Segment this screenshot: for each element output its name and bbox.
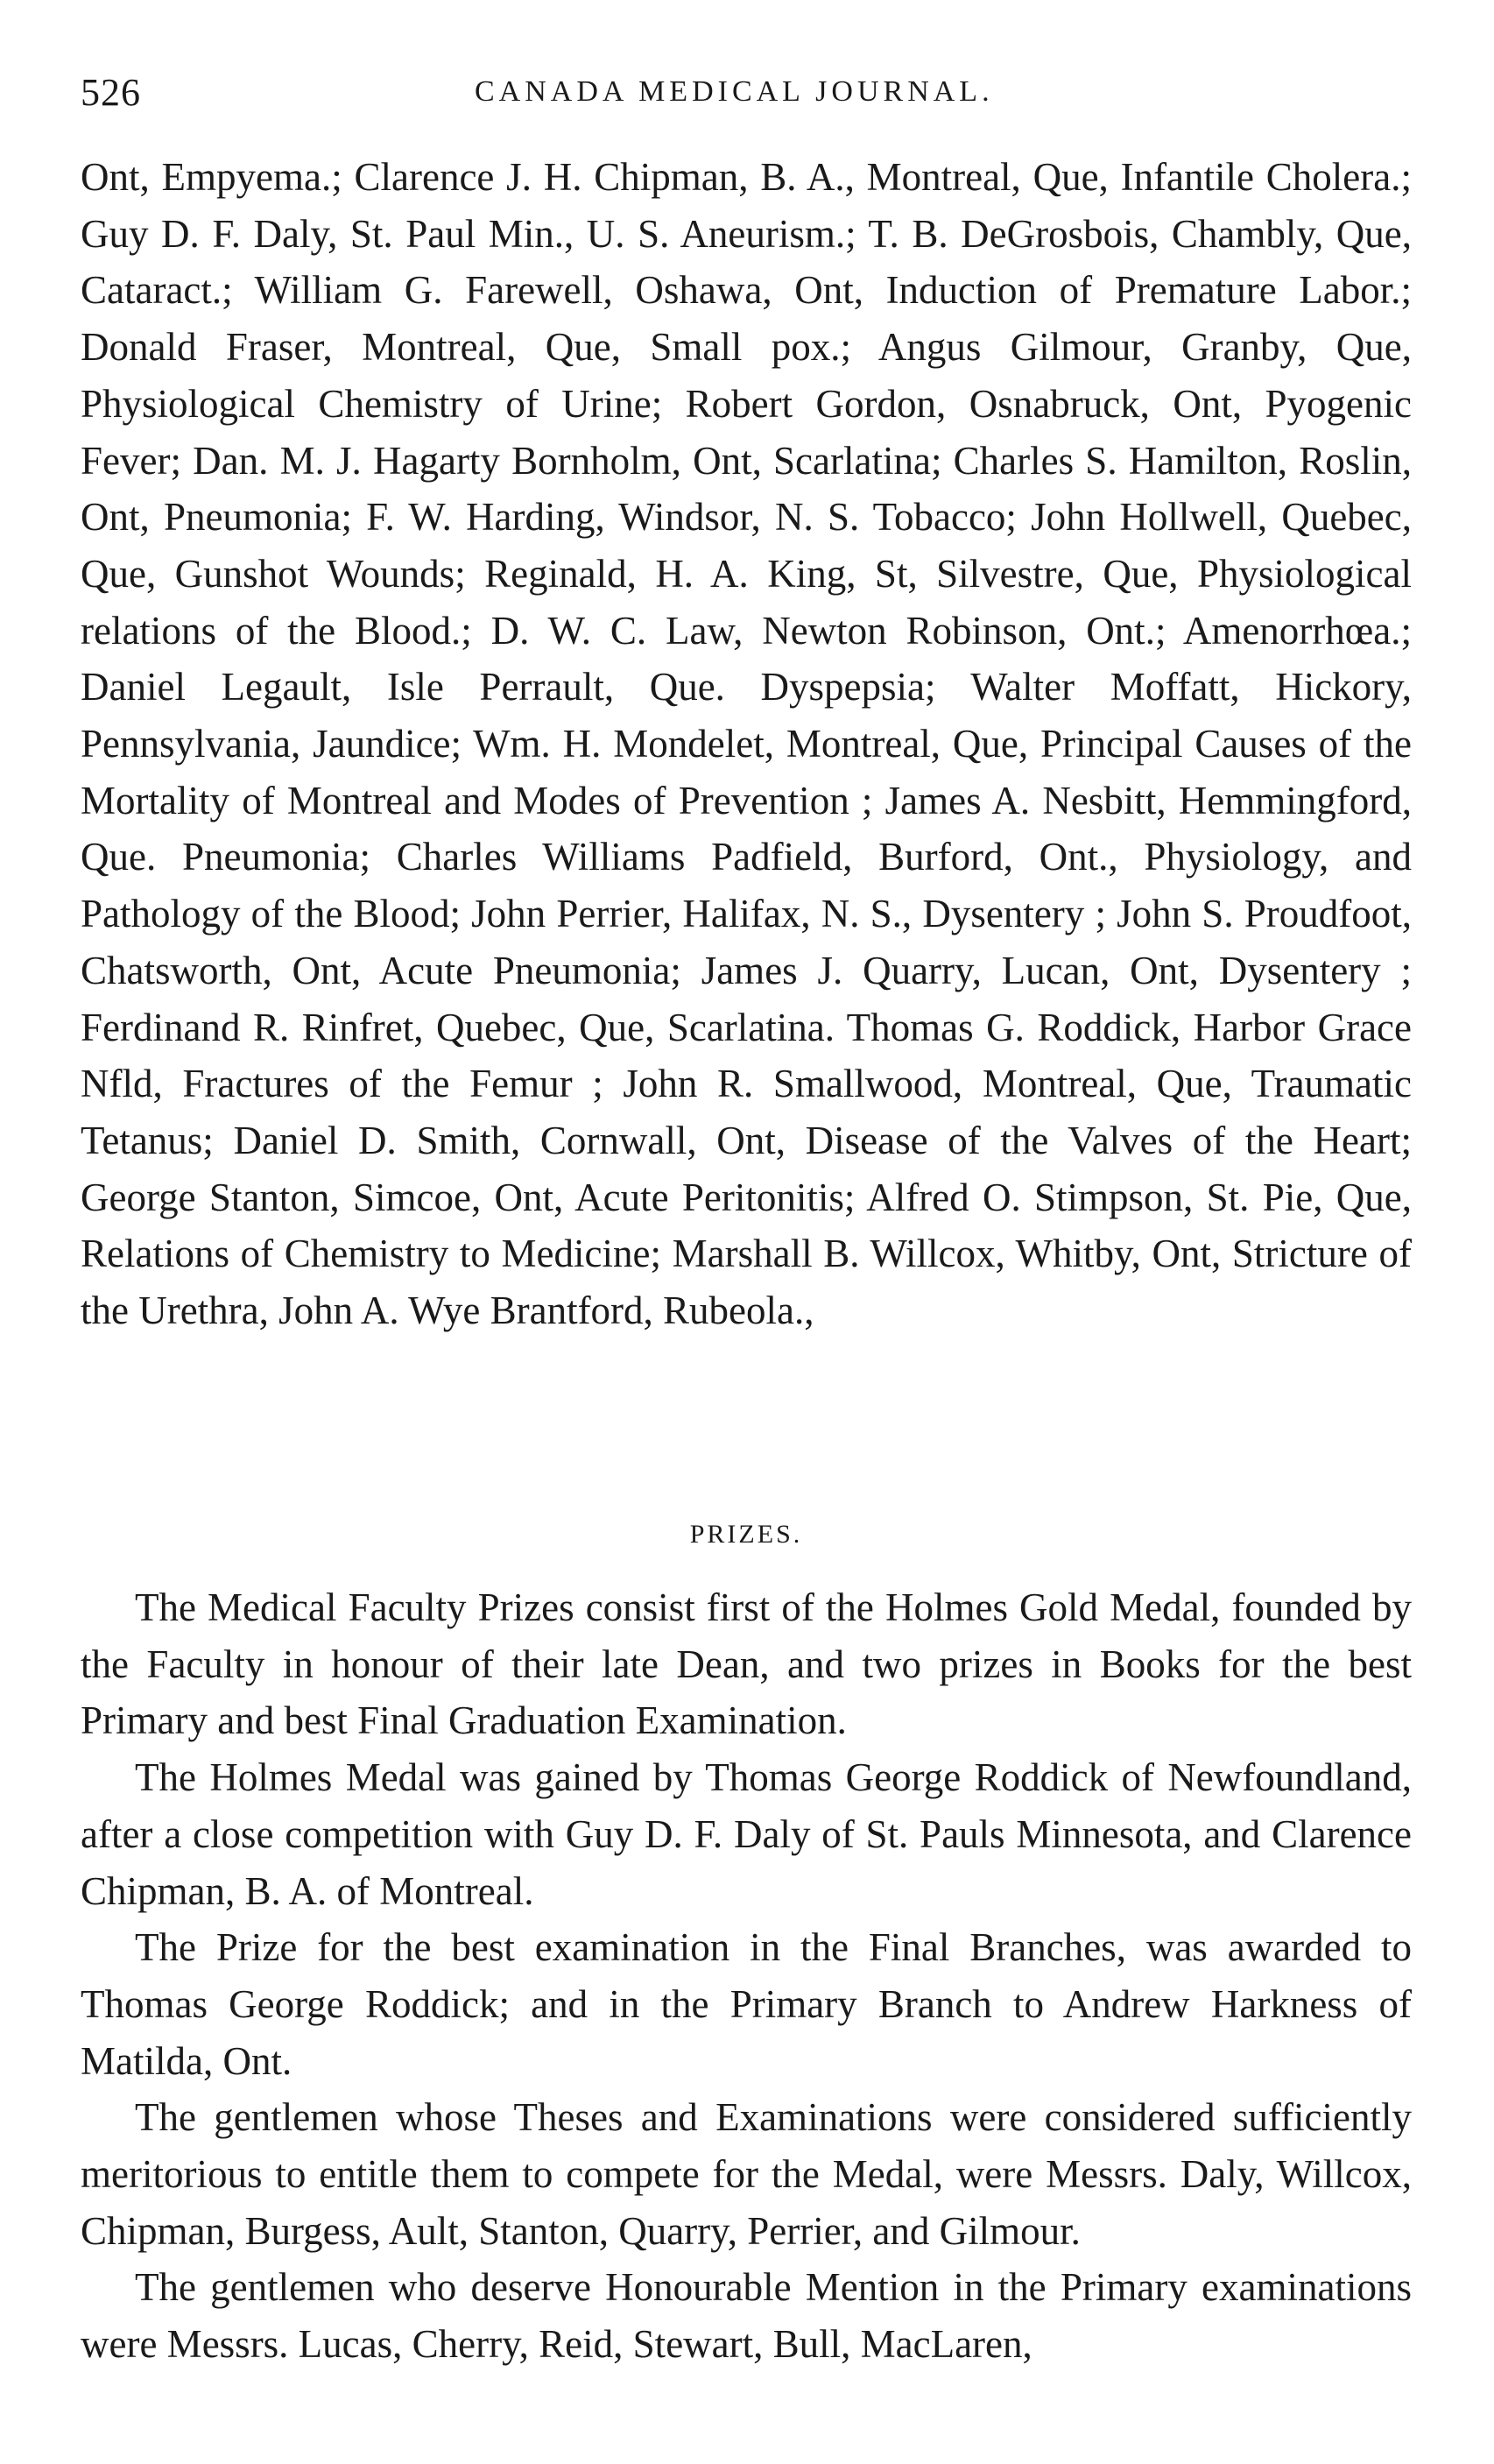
prizes-paragraph: The Holmes Medal was gained by Thomas George Roddick of Newfoundland, after a close competition with Guy D. F. Daly of St. Pauls Minnesota, and Clarence Chipman, B. A. of Montreal. — [81, 1755, 1412, 1913]
page-number: 526 — [81, 71, 141, 114]
prizes-paragraph: The Prize for the best examination in the Final Branches, was awarded to Thomas George Roddick; and in the Primary Branch to Andrew Harkness of Matilda, Ont. — [81, 1925, 1412, 2083]
prizes-paragraph: The gentlemen whose Theses and Examinations were considered sufficiently meritorious to entitle them to compete for the Medal, were Messrs. Daly, Willcox, Chipman, Burgess, Ault, Stanton, Quarry, Perrier, and Gilmour. — [81, 2095, 1412, 2253]
journal-title: CANADA MEDICAL JOURNAL. — [475, 75, 994, 108]
prizes-section — [81, 1579, 1412, 2373]
prizes-paragraph: The gentlemen who deserve Honourable Mention in the Primary examinations were Messrs. Lucas, Cherry, Reid, Stewart, Bull, MacLaren, — [81, 2265, 1412, 2367]
prizes-heading: PRIZES. — [689, 1520, 803, 1549]
prizes-paragraph: The Medical Faculty Prizes consist first of the Holmes Gold Medal, founded by the Faculty in honour of their late Dean, and two prizes in Books for the best Primary and best Final Graduation Examination. — [81, 1585, 1412, 1743]
running-head — [81, 63, 1412, 124]
graduates-list-text: Ont, Empyema.; Clarence J. H. Chipman, B. A., Montreal, Que, Infantile Cholera.; Guy D. F. Daly, St. Paul Min., U. S. Aneurism.; T. B. DeGrosbois, Chambly, Que, Cataract.; William G. Farewell, Oshawa, Ont, Induction of Premature Labor.; Donald Fraser, Montreal, Que, Small pox.; Angus Gilmour, Granby, Que, Physiological Chemistry of Urine; Robert Gordon, Osnabruck, Ont, Pyogenic Fever; Dan. M. J. Hagarty Bornholm, Ont, Scarlatina; Charles S. Hamilton, Roslin, Ont, Pneumonia; F. W. Harding, Windsor, N. S. Tobacco; John Hollwell, Quebec, Que, Gunshot Wounds; Reginald, H. A. King, St, Silvestre, Que, Physiological relations of the Blood.; D. W. C. Law, Newton Robinson, Ont.; Amenorrhœa.; Daniel Legault, Isle Perrault, Que. Dyspepsia; Walter Moffatt, Hickory, Pennsylvania, Jaundice; Wm. H. Mondelet, Montreal, Que, Principal Causes of the Mortality of Montreal and Modes of Prevention ; James A. Nesbitt, Hemmingford, Que. Pneumonia; Charles Williams Padfield, Burford, Ont., Physiology, and Pathology of the Blood; John Perrier, Halifax, N. S., Dysentery ; John S. Proudfoot, Chatsworth, Ont, Acute Pneumonia; James J. Quarry, Lucan, Ont, Dysentery ; Ferdinand R. Rinfret, Quebec, Que, Scarlatina. Thomas G. Roddick, Harbor Grace Nfld, Fractures of the Femur ; John R. Smallwood, Montreal, Que, Traumatic Tetanus; Daniel D. Smith, Cornwall, Ont, Disease of the Valves of the Heart; George Stanton, Simcoe, Ont, Acute Peritonitis; Alfred O. Stimpson, St. Pie, Que, Relations of Chemistry to Medicine; Marshall B. Willcox, Whitby, Ont, Stricture of the Urethra, John A. Wye Brantford, Rubeola., — [81, 155, 1412, 1333]
graduates-list-block — [81, 149, 1412, 1339]
